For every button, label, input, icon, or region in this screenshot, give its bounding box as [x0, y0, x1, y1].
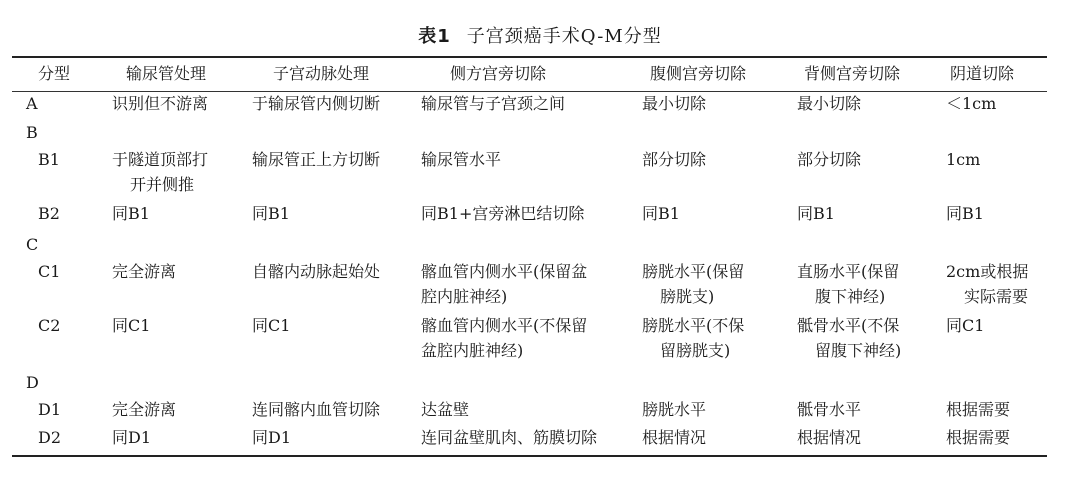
cell-dorsal-parametrium: 根据情况 — [797, 428, 862, 447]
cell-ureter: 同D1 — [112, 428, 152, 447]
cell-uterine-artery: 同C1 — [252, 316, 291, 335]
cell-ventral-parametrium: 部分切除 — [642, 150, 707, 169]
header-dorsal-parametrium: 背侧宫旁切除 — [804, 64, 901, 83]
cell-uterine-artery: 连同髂内血管切除 — [252, 400, 381, 419]
cell-ventral-parametrium: 最小切除 — [642, 94, 707, 113]
cell-dorsal-parametrium: 直肠水平(保留 — [797, 262, 900, 281]
cell-dorsal-parametrium: 最小切除 — [797, 94, 862, 113]
cell-ureter: 识别但不游离 — [112, 94, 209, 113]
table-title — [0, 22, 1080, 48]
cell-dorsal-parametrium: 留腹下神经) — [815, 341, 902, 360]
cell-lateral-parametrium: 输尿管水平 — [421, 150, 502, 169]
header-lateral-parametrium: 侧方宫旁切除 — [450, 64, 547, 83]
table-top-rule — [12, 56, 1047, 58]
header-vagina: 阴道切除 — [950, 64, 1015, 83]
cell-lateral-parametrium: 髂血管内侧水平(保留盆 — [421, 262, 588, 281]
cell-lateral-parametrium: 盆腔内脏神经) — [421, 341, 524, 360]
cell-type: B1 — [38, 150, 60, 169]
cell-ureter: 同B1 — [112, 204, 150, 223]
cell-type: D — [26, 373, 39, 392]
cell-type: D2 — [38, 428, 62, 447]
cell-vagina: 根据需要 — [946, 428, 1011, 447]
cell-type: C1 — [38, 262, 61, 281]
cell-ventral-parametrium: 留膀胱支) — [660, 341, 731, 360]
cell-dorsal-parametrium: 部分切除 — [797, 150, 862, 169]
cell-type: B2 — [38, 204, 60, 223]
cell-ventral-parametrium: 根据情况 — [642, 428, 707, 447]
header-type: 分型 — [38, 64, 71, 83]
cell-dorsal-parametrium: 骶骨水平(不保 — [797, 316, 900, 335]
cell-ureter: 于隧道顶部打 — [112, 150, 209, 169]
cell-vagina: 同C1 — [946, 316, 985, 335]
cell-dorsal-parametrium: 骶骨水平 — [797, 400, 862, 419]
cell-ventral-parametrium: 膀胱支) — [660, 287, 715, 306]
cell-vagina: 根据需要 — [946, 400, 1011, 419]
cell-type: A — [26, 94, 38, 113]
cell-lateral-parametrium: 腔内脏神经) — [421, 287, 508, 306]
cell-lateral-parametrium: 输尿管与子宫颈之间 — [421, 94, 566, 113]
table-bottom-rule — [12, 455, 1047, 457]
table-number: 表1 — [418, 26, 451, 47]
table-caption: 子宫颈癌手术Q-M分型 — [466, 26, 662, 47]
cell-lateral-parametrium: 同B1+宫旁淋巴结切除 — [421, 204, 585, 223]
header-ventral-parametrium: 腹侧宫旁切除 — [650, 64, 747, 83]
cell-uterine-artery: 输尿管正上方切断 — [252, 150, 381, 169]
cell-uterine-artery: 同B1 — [252, 204, 290, 223]
cell-dorsal-parametrium: 同B1 — [797, 204, 835, 223]
cell-ureter: 同C1 — [112, 316, 151, 335]
cell-lateral-parametrium: 达盆壁 — [421, 400, 470, 419]
cell-type: C2 — [38, 316, 61, 335]
cell-lateral-parametrium: 连同盆壁肌肉、筋膜切除 — [421, 428, 598, 447]
cell-ventral-parametrium: 膀胱水平 — [642, 400, 707, 419]
cell-type: B — [26, 123, 38, 142]
cell-lateral-parametrium: 髂血管内侧水平(不保留 — [421, 316, 588, 335]
cell-ventral-parametrium: 同B1 — [642, 204, 680, 223]
cell-uterine-artery: 自髂内动脉起始处 — [252, 262, 381, 281]
header-ureter: 输尿管处理 — [126, 64, 207, 83]
cell-vagina: ＜1cm — [946, 94, 997, 113]
cell-ureter: 完全游离 — [112, 262, 177, 281]
cell-ureter: 完全游离 — [112, 400, 177, 419]
header-uterine-artery: 子宫动脉处理 — [273, 64, 370, 83]
cell-dorsal-parametrium: 腹下神经) — [815, 287, 886, 306]
cell-vagina: 同B1 — [946, 204, 984, 223]
cell-uterine-artery: 同D1 — [252, 428, 292, 447]
cell-type: C — [26, 235, 39, 254]
cell-ventral-parametrium: 膀胱水平(不保 — [642, 316, 745, 335]
cell-vagina: 1cm — [946, 150, 981, 169]
cell-vagina: 2cm或根据 — [946, 262, 1029, 281]
cell-vagina: 实际需要 — [964, 287, 1029, 306]
cell-ventral-parametrium: 膀胱水平(保留 — [642, 262, 745, 281]
cell-ureter: 开并侧推 — [130, 175, 195, 194]
cell-type: D1 — [38, 400, 62, 419]
cell-uterine-artery: 于输尿管内侧切断 — [252, 94, 381, 113]
